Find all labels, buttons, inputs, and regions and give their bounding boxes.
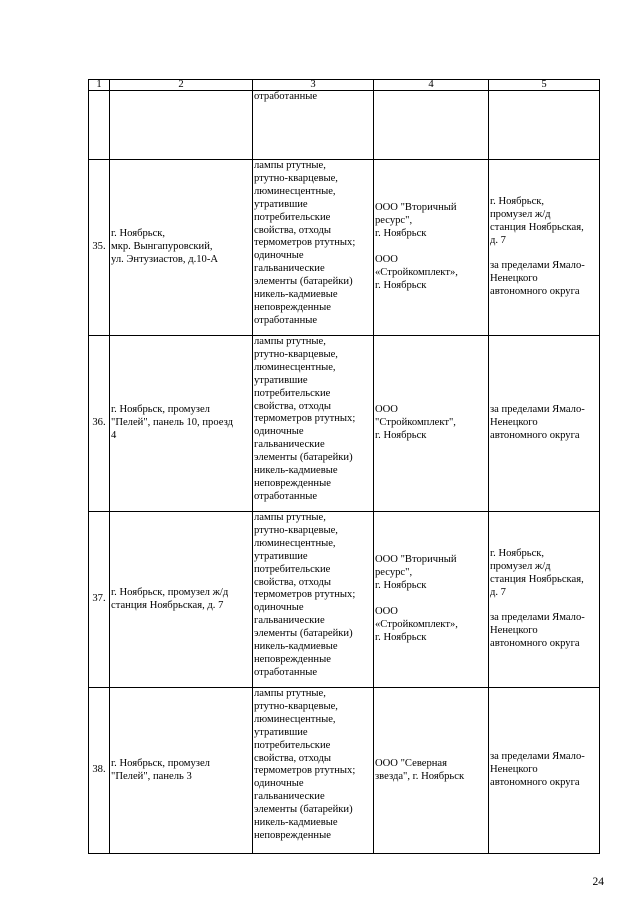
operator-cell: ООО "Стройкомплект", г. Ноябрьск — [374, 336, 489, 512]
table-row — [89, 688, 600, 854]
empty-cell — [110, 91, 253, 160]
operator-cell: ООО "Вторичный ресурс", г. Ноябрьск ООО «Стройкомплект», г. Ноябрьск — [374, 512, 489, 688]
destination-cell: г. Ноябрьск, промузел ж/д станция Ноябрьская, д. 7 за пределами Ямало- Ненецкого автономного округа — [489, 160, 600, 336]
waste-type-cell: лампы ртутные, ртутно-кварцевые, люминесцентные, утратившие потребительские свойства, отходы термометров ртутных; одиночные гальванические элементы (батарейки) никель-кадмиевые неповрежденные отработанные — [253, 160, 374, 336]
operator-cell: ООО "Вторичный ресурс", г. Ноябрьск ООО «Стройкомплект», г. Ноябрьск — [374, 160, 489, 336]
row-number: 37. — [89, 512, 110, 688]
address-cell: г. Ноябрьск, мкр. Вынгапуровский, ул. Энтузиастов, д.10-А — [110, 160, 253, 336]
empty-cell — [489, 91, 600, 160]
table-row — [89, 512, 600, 688]
address-cell: г. Ноябрьск, промузел ж/д станция Ноябрьская, д. 7 — [110, 512, 253, 688]
waste-type-cell: отработанные — [253, 91, 374, 160]
destination-cell: г. Ноябрьск, промузел ж/д станция Ноябрьская, д. 7 за пределами Ямало- Ненецкого автономного округа — [489, 512, 600, 688]
row-number: 35. — [89, 160, 110, 336]
row-number: 36. — [89, 336, 110, 512]
continuation-row — [89, 91, 600, 160]
page-number: 24 — [592, 876, 604, 888]
header-cell: 1 — [89, 80, 110, 91]
header-cell: 2 — [110, 80, 253, 91]
waste-type-cell: лампы ртутные, ртутно-кварцевые, люминесцентные, утратившие потребительские свойства, отходы термометров ртутных; одиночные гальванические элементы (батарейки) никель-кадмиевые неповрежденные отработанные — [253, 512, 374, 688]
destination-cell: за пределами Ямало- Ненецкого автономного округа — [489, 688, 600, 854]
header-cell: 5 — [489, 80, 600, 91]
waste-collection-table — [88, 79, 600, 854]
address-cell: г. Ноябрьск, промузел "Пелей", панель 3 — [110, 688, 253, 854]
waste-type-cell: лампы ртутные, ртутно-кварцевые, люминесцентные, утратившие потребительские свойства, отходы термометров ртутных; одиночные гальванические элементы (батарейки) никель-кадмиевые неповрежденные — [253, 688, 374, 854]
destination-cell: за пределами Ямало- Ненецкого автономного округа — [489, 336, 600, 512]
row-number: 38. — [89, 688, 110, 854]
header-cell: 4 — [374, 80, 489, 91]
empty-cell — [89, 91, 110, 160]
empty-cell — [374, 91, 489, 160]
waste-type-cell: лампы ртутные, ртутно-кварцевые, люминесцентные, утратившие потребительские свойства, отходы термометров ртутных; одиночные гальванические элементы (батарейки) никель-кадмиевые неповрежденные отработанные — [253, 336, 374, 512]
header-row — [89, 80, 600, 91]
operator-cell: ООО "Северная звезда", г. Ноябрьск — [374, 688, 489, 854]
header-cell: 3 — [253, 80, 374, 91]
table-row — [89, 160, 600, 336]
table-row — [89, 336, 600, 512]
address-cell: г. Ноябрьск, промузел "Пелей", панель 10, проезд 4 — [110, 336, 253, 512]
